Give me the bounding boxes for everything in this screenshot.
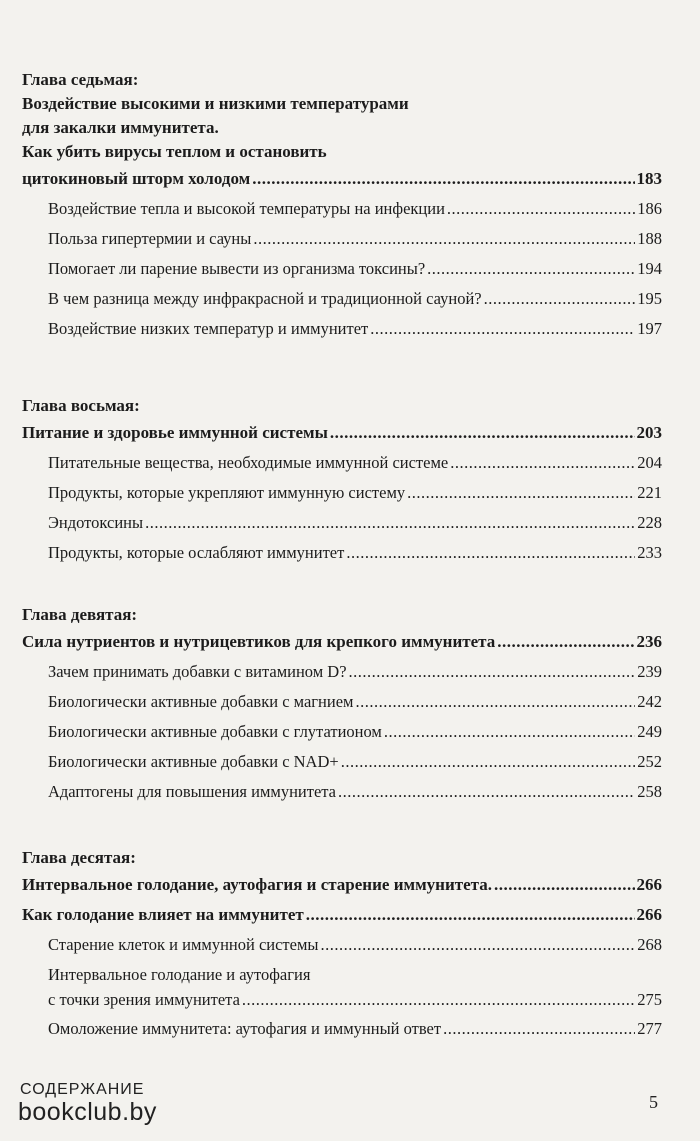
entry-title: Адаптогены для повышения иммунитета xyxy=(48,782,337,801)
dot-leader xyxy=(370,314,635,344)
entry-page: 183 xyxy=(636,169,662,188)
dot-leader xyxy=(494,870,635,900)
entry-page: 266 xyxy=(636,905,662,924)
entry-page: 221 xyxy=(637,483,662,502)
entry-page: 188 xyxy=(637,229,662,248)
entry-page: 239 xyxy=(637,662,662,681)
entry-title: Питание и здоровье иммунной системы xyxy=(22,423,328,442)
entry-title: Омоложение иммунитета: аутофагия и иммунный ответ xyxy=(48,1019,442,1038)
section-label: СОДЕРЖАНИЕ xyxy=(20,1081,145,1098)
toc-entry[interactable] xyxy=(22,254,662,284)
dot-leader xyxy=(346,538,635,568)
entry-page: 252 xyxy=(637,752,662,771)
dot-leader xyxy=(252,164,634,194)
chapter-seven xyxy=(22,68,662,344)
entry-page: 249 xyxy=(637,722,662,741)
entry-title: В чем разница между инфракрасной и традиционной сауной? xyxy=(48,289,482,308)
toc-entry[interactable] xyxy=(22,194,662,224)
entry-page: 195 xyxy=(637,289,662,308)
entry-title: Воздействие низких температур и иммунитет xyxy=(48,319,369,338)
entry-page: 204 xyxy=(637,453,662,472)
chapter-heading: Воздействие высокими и низкими температурами xyxy=(22,94,409,113)
entry-page: 228 xyxy=(637,513,662,532)
dot-leader xyxy=(407,478,635,508)
toc-entry-main[interactable] xyxy=(22,418,662,448)
site-watermark: bookclub.by xyxy=(18,1098,157,1126)
entry-title: Биологически активные добавки с глутатионом xyxy=(48,722,382,741)
entry-title-line2: с точки зрения иммунитета xyxy=(48,990,240,1009)
toc-entry[interactable] xyxy=(22,314,662,344)
entry-page: 197 xyxy=(637,319,662,338)
dot-leader xyxy=(349,657,636,687)
entry-title: Биологически активные добавки с NAD+ xyxy=(48,752,339,771)
entry-title: Воздействие тепла и высокой температуры на инфекции xyxy=(48,199,445,218)
toc-entry[interactable] xyxy=(22,284,662,314)
entry-page: 186 xyxy=(637,199,662,218)
entry-title: Старение клеток и иммунной системы xyxy=(48,935,319,954)
entry-title: Польза гипертермии и сауны xyxy=(48,229,252,248)
chapter-eight xyxy=(22,394,662,568)
entry-title: Эндотоксины xyxy=(48,513,144,532)
entry-page: 236 xyxy=(636,632,662,651)
entry-page: 277 xyxy=(637,1019,662,1038)
toc-entry[interactable] xyxy=(22,508,662,538)
toc-entry[interactable] xyxy=(22,747,662,777)
entry-title: Продукты, которые укрепляют иммунную систему xyxy=(48,483,406,502)
dot-leader xyxy=(330,418,635,448)
toc-entry[interactable] xyxy=(22,960,662,1014)
toc-entry[interactable] xyxy=(22,930,662,960)
dot-leader xyxy=(450,448,635,478)
dot-leader xyxy=(242,986,635,1014)
toc-entry[interactable] xyxy=(22,777,662,807)
chapter-ten xyxy=(22,846,662,1044)
dot-leader xyxy=(497,627,634,657)
dot-leader xyxy=(306,900,635,930)
toc-entry[interactable] xyxy=(22,448,662,478)
entry-title: Зачем принимать добавки с витамином D? xyxy=(48,662,347,681)
entry-title: Биологически активные добавки с магнием xyxy=(48,692,354,711)
entry-page: 242 xyxy=(637,692,662,711)
toc-entry[interactable] xyxy=(22,224,662,254)
chapter-label: Глава восьмая: xyxy=(22,396,140,415)
dot-leader xyxy=(427,254,635,284)
entry-title: Питательные вещества, необходимые иммунной системе xyxy=(48,453,449,472)
dot-leader xyxy=(253,224,635,254)
chapter-label: Глава десятая: xyxy=(22,848,136,867)
dot-leader xyxy=(338,777,635,807)
entry-page: 275 xyxy=(637,990,662,1009)
entry-page: 258 xyxy=(637,782,662,801)
toc-entry-main[interactable] xyxy=(22,900,662,930)
entry-title: Интервальное голодание, аутофагия и старение иммунитета. xyxy=(22,875,492,894)
entry-title: Помогает ли парение вывести из организма токсины? xyxy=(48,259,426,278)
toc-entry[interactable] xyxy=(22,717,662,747)
page-number: 5 xyxy=(649,1092,658,1112)
toc-entry[interactable] xyxy=(22,657,662,687)
entry-page: 266 xyxy=(636,875,662,894)
chapter-label: Глава седьмая: xyxy=(22,70,139,89)
entry-page: 268 xyxy=(637,935,662,954)
dot-leader xyxy=(447,194,635,224)
toc-entry-main[interactable] xyxy=(22,627,662,657)
toc-entry[interactable] xyxy=(22,687,662,717)
entry-title: Сила нутриентов и нутрицевтиков для крепкого иммунитета xyxy=(22,632,496,651)
toc-entry-main[interactable] xyxy=(22,870,662,900)
entry-page: 194 xyxy=(637,259,662,278)
dot-leader xyxy=(321,930,636,960)
entry-title: Как голодание влияет на иммунитет xyxy=(22,905,304,924)
entry-title-line1: Интервальное голодание и аутофагия xyxy=(48,965,311,984)
toc-entry[interactable] xyxy=(22,1014,662,1044)
entry-line2 xyxy=(48,986,662,1014)
dot-leader xyxy=(355,687,635,717)
toc-entry-main[interactable] xyxy=(22,164,662,194)
entry-title: Продукты, которые ослабляют иммунитет xyxy=(48,543,345,562)
entry-page: 203 xyxy=(636,423,662,442)
chapter-heading: Как убить вирусы теплом и остановить xyxy=(22,142,327,161)
dot-leader xyxy=(341,747,636,777)
chapter-label: Глава девятая: xyxy=(22,605,138,624)
toc-entry[interactable] xyxy=(22,478,662,508)
dot-leader xyxy=(443,1014,635,1044)
dot-leader xyxy=(484,284,636,314)
dot-leader xyxy=(145,508,635,538)
entry-title: цитокиновый шторм холодом xyxy=(22,169,251,188)
entry-page: 233 xyxy=(637,543,662,562)
toc-entry[interactable] xyxy=(22,538,662,568)
chapter-nine xyxy=(22,603,662,807)
dot-leader xyxy=(384,717,635,747)
chapter-heading: для закалки иммунитета. xyxy=(22,118,219,137)
